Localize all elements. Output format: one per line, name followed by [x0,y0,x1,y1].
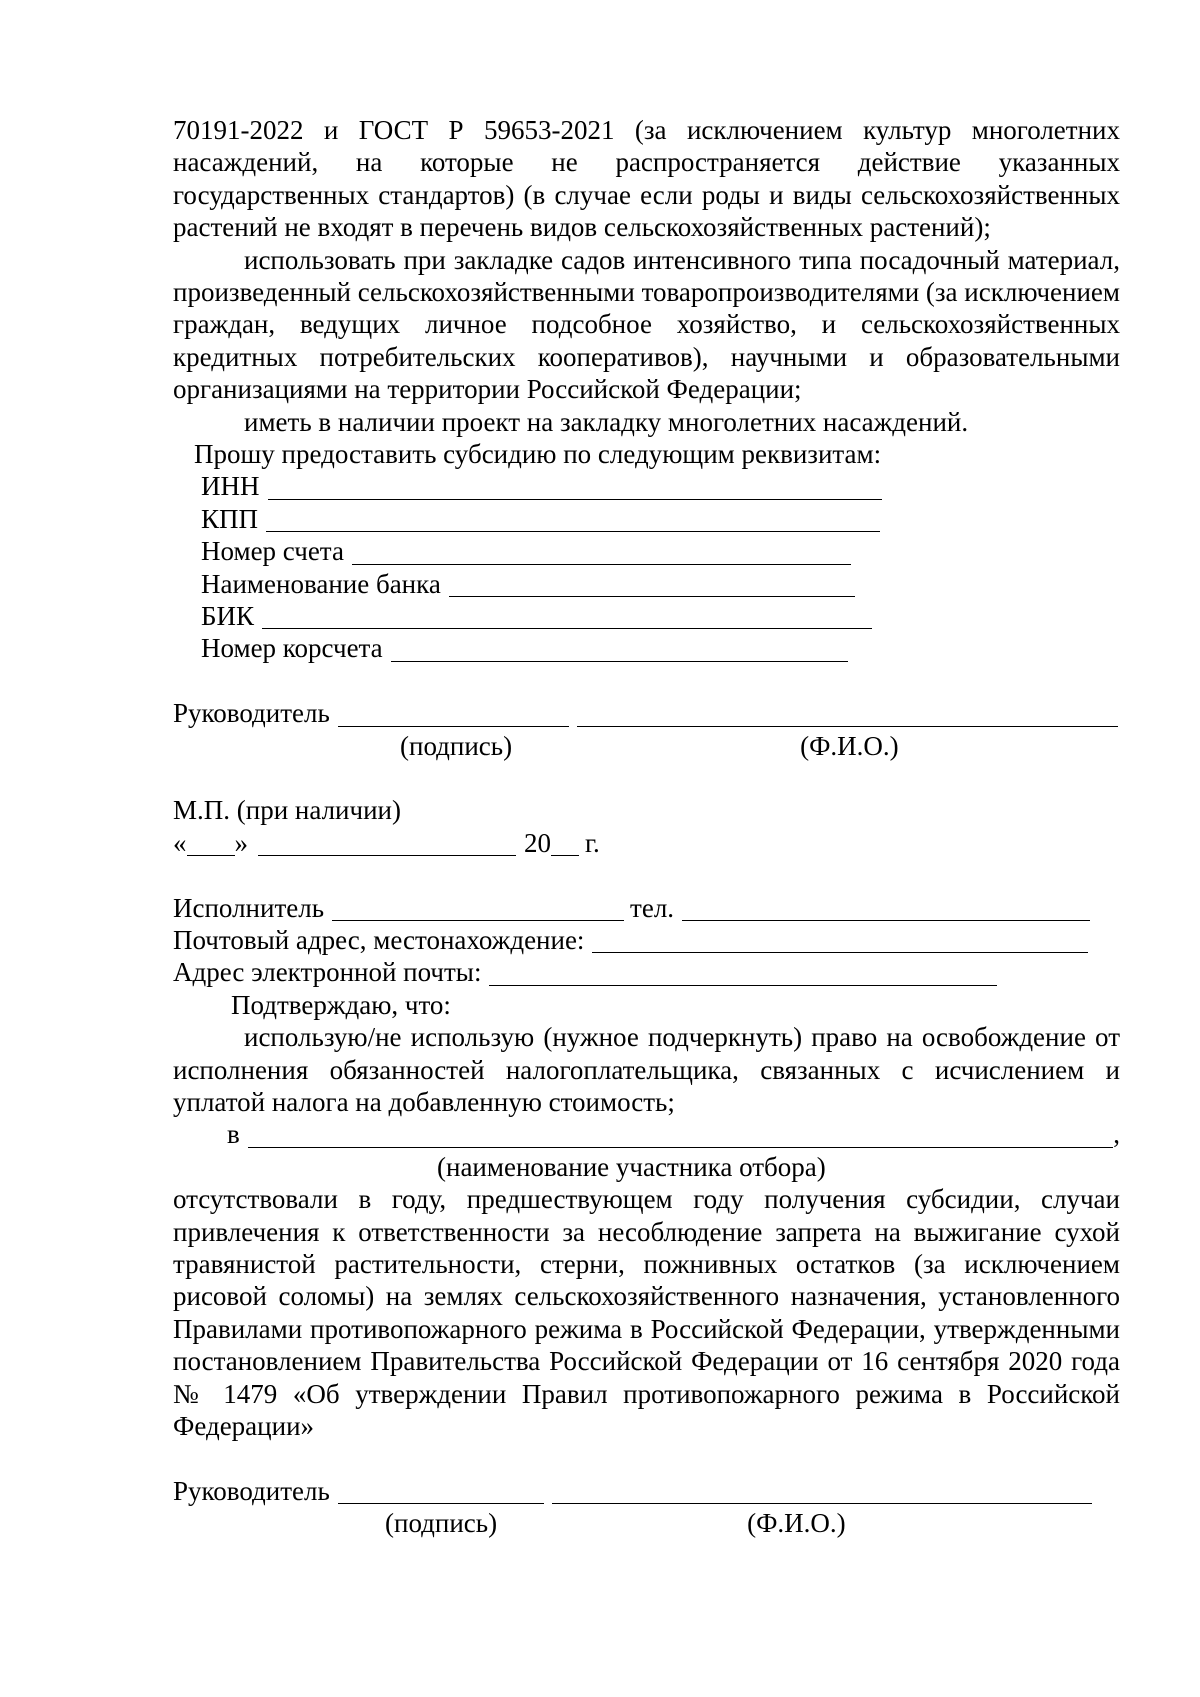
kpp-label: КПП [201,503,259,534]
participant-caption-row [173,1151,1120,1183]
participant-field[interactable] [248,1123,1114,1148]
bik-row [173,600,1120,632]
date-year-suffix: г. [585,827,600,858]
account-field[interactable] [352,540,851,565]
paragraph-vat: использую/не использую (нужное подчеркнуть) право на освобождение от исполнения обязанностей налогоплательщика, связанных с исчислением и уплатой налога на добавленную стоимость; [173,1022,1120,1117]
confirm-title: Подтверждаю, что: [231,989,451,1020]
date-close-quote: » [234,827,248,858]
address-field[interactable] [592,928,1088,953]
date-row [173,827,1120,859]
signature-captions-1 [173,730,1120,762]
signature-label-1: Руководитель [173,698,330,729]
sign-caption-1: (подпись) [400,730,513,761]
account-row [173,535,1120,567]
bik-field[interactable] [262,604,872,629]
address-row [173,924,1120,956]
inn-row [173,470,1120,502]
corr-account-field[interactable] [391,637,848,662]
participant-caption: (наименование участника отбора) [437,1151,826,1182]
signature-row-2 [173,1475,1120,1507]
bank-row [173,568,1120,600]
executor-label: Исполнитель [173,892,325,923]
paragraph-fire-safety: отсутствовали в году, предшествующем году получения субсидии, случаи привлечения к ответственности за несоблюдение запрета на выжигание сухой травянистой растительности, стерни, пожнивных остатков (за исключением рисовой соломы) на землях сельскохозяйственного назначения, установленного Правилами противопожарного режима в Российской Федерации, утвержденными постановлением Правительства Российской Федерации от 16 сентября 2020 года № 1479 «Об утверждении Правил противопожарного режима в Российской Федерации» [173,1184,1120,1441]
date-year-prefix: 20 [524,827,551,858]
name-field-1[interactable] [577,702,1118,727]
email-field[interactable] [489,961,997,986]
email-row [173,956,1120,988]
document-body [173,114,1120,1540]
inn-field[interactable] [268,475,882,500]
date-month-field[interactable] [258,831,516,856]
corr-account-row [173,632,1120,664]
signature-label-2: Руководитель [173,1475,330,1506]
phone-label: тел. [630,892,675,923]
corr-account-label: Номер корсчета [201,633,383,664]
participant-suffix: , [1113,1119,1120,1150]
inn-label: ИНН [201,471,260,502]
signature-field-1[interactable] [338,702,569,727]
date-day-field[interactable] [187,831,235,856]
account-label: Номер счета [201,536,344,567]
paragraph-planting-material: использовать при закладке садов интенсивного типа посадочный материал, произведенный сельскохозяйственными товаропроизводителями (за исключением граждан, ведущих личное подсобное хозяйство, и сельскохозяйственных кредитных потребительских кооперативов), научными и образовательными организациями на территории Российской Федерации; [173,244,1120,405]
participant-prefix: в [227,1119,240,1150]
name-caption-1: (Ф.И.О.) [800,730,899,761]
stamp-mark: М.П. (при наличии) [173,795,401,826]
date-year-field[interactable] [551,831,579,856]
bik-label: БИК [201,601,255,632]
requisites-intro: Прошу предоставить субсидию по следующим реквизитам: [194,439,882,470]
phone-field[interactable] [682,896,1090,921]
address-label: Почтовый адрес, местонахождение: [173,924,585,955]
date-open-quote: « [173,827,187,858]
signature-row-1 [173,697,1120,729]
kpp-row [173,503,1120,535]
signature-field-2[interactable] [338,1479,544,1504]
paragraph-gost: 70191-2022 и ГОСТ Р 59653-2021 (за исключением культур многолетних насаждений, на которые не распространяется действие указанных государственных стандартов) (в случае если роды и виды сельскохозяйственных растений не входят в перечень видов сельскохозяйственных растений); [173,115,1120,243]
signature-captions-2 [173,1507,1120,1539]
name-field-2[interactable] [552,1479,1092,1504]
executor-row [173,892,1120,924]
participant-row [173,1118,1120,1150]
name-caption-2: (Ф.И.О.) [747,1508,846,1539]
executor-field[interactable] [332,896,624,921]
bank-label: Наименование банка [201,568,441,599]
sign-caption-2: (подпись) [385,1508,498,1539]
kpp-field[interactable] [266,507,880,532]
email-label: Адрес электронной почты: [173,957,482,988]
bank-field[interactable] [449,572,855,597]
paragraph-project: иметь в наличии проект на закладку многолетних насаждений. [244,406,969,437]
